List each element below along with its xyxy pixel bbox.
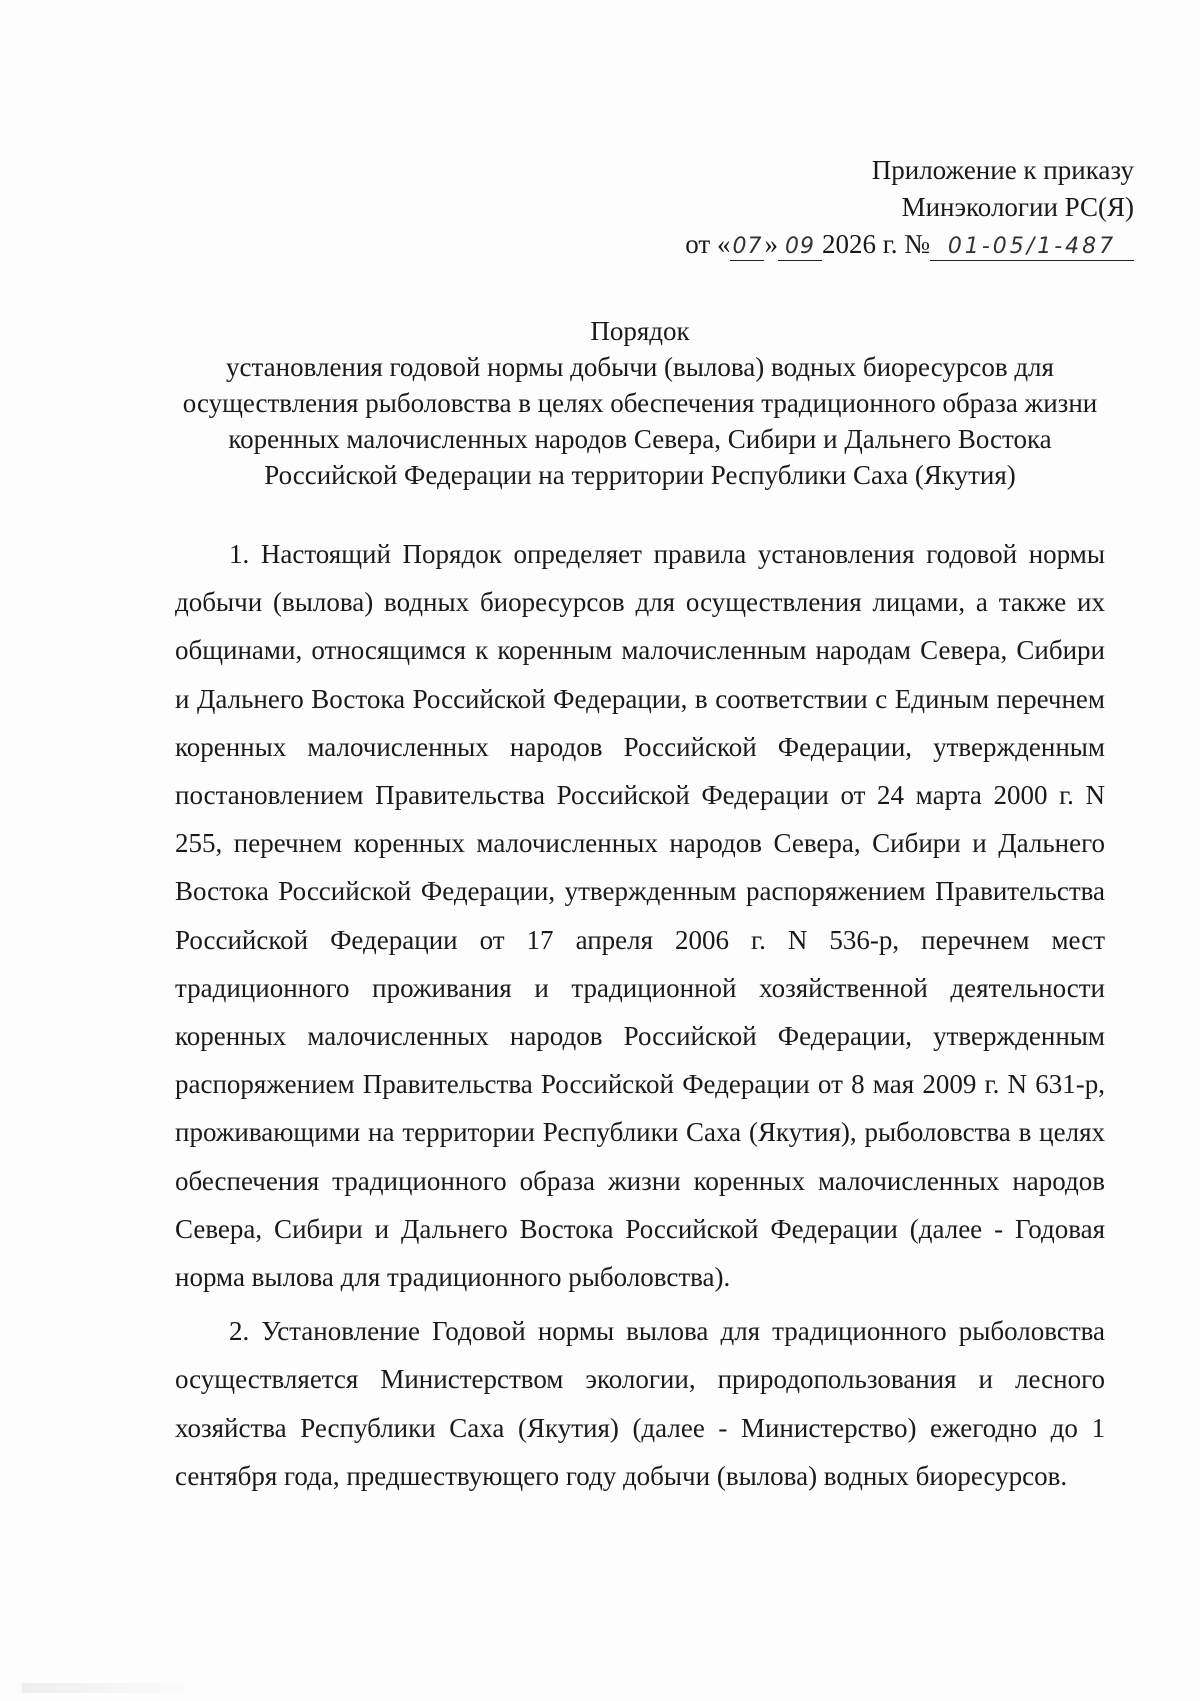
scan-smudge bbox=[22, 1683, 202, 1693]
document-title bbox=[175, 313, 1105, 493]
appendix-line-2: Минэкологии РС(Я) bbox=[901, 192, 1134, 222]
paragraph-2: 2. Установление Годовой нормы вылова для традиционного рыболовства осуществляется Министерством экологии, природопользования и лесного хозяйства Республики Саха (Якутия) (далее - Министерство) ежегодно до 1 сентября года, предшествующего году добычи (вылова) водных биоресурсов. bbox=[175, 1316, 1105, 1491]
handwritten-month: 09 bbox=[778, 234, 822, 261]
handwritten-order-number: 01-05/1-487 bbox=[930, 234, 1134, 261]
appendix-line-1: Приложение к приказу bbox=[871, 155, 1134, 185]
date-quote-close: » bbox=[764, 229, 778, 259]
document-body bbox=[175, 530, 1105, 1506]
title-heading: Порядок bbox=[590, 316, 690, 346]
date-year-text: 2026 г. № bbox=[821, 229, 930, 259]
handwritten-day: 07 bbox=[732, 234, 763, 259]
paragraph-1: 1. Настоящий Порядок определяет правила установления годовой нормы добычи (вылова) водных биоресурсов для осуществления лицами, а также их общинами, относящимся к коренным малочисленным народам Севера, Сибири и Дальнего Востока Российской Федерации, в соответствии с Единым перечнем коренных малочисленных народов Российской Федерации, утвержденным постановлением Правительства Российской Федерации от 24 марта 2000 г. N 255, перечнем коренных малочисленных народов Севера, Сибири и Дальнего Востока Российской Федерации, утвержденным распоряжением Правительства Российской Федерации от 17 апреля 2006 г. N 536-р, перечнем мест традиционного проживания и традиционной хозяйственной деятельности коренных малочисленных народов Российской Федерации, утвержденным распоряжением Правительства Российской Федерации от 8 мая 2009 г. N 631-р, проживающими на территории Республики Саха (Якутия), рыболовства в целях обеспечения традиционного образа жизни коренных малочисленных народов Севера, Сибири и Дальнего Востока Российской Федерации (далее - Годовая норма вылова для традиционного рыболовства). bbox=[175, 539, 1105, 1293]
appendix-header bbox=[685, 152, 1134, 263]
date-prefix: от « bbox=[685, 229, 731, 259]
title-subtitle: установления годовой нормы добычи (вылова) водных биоресурсов для осуществления рыболовства в целях обеспечения традиционного образа жизни коренных малочисленных народов Севера, Сибири и Дальнего Востока Российской Федерации на территории Республики Саха (Якутия) bbox=[182, 352, 1098, 490]
appendix-date-line bbox=[685, 226, 1134, 263]
